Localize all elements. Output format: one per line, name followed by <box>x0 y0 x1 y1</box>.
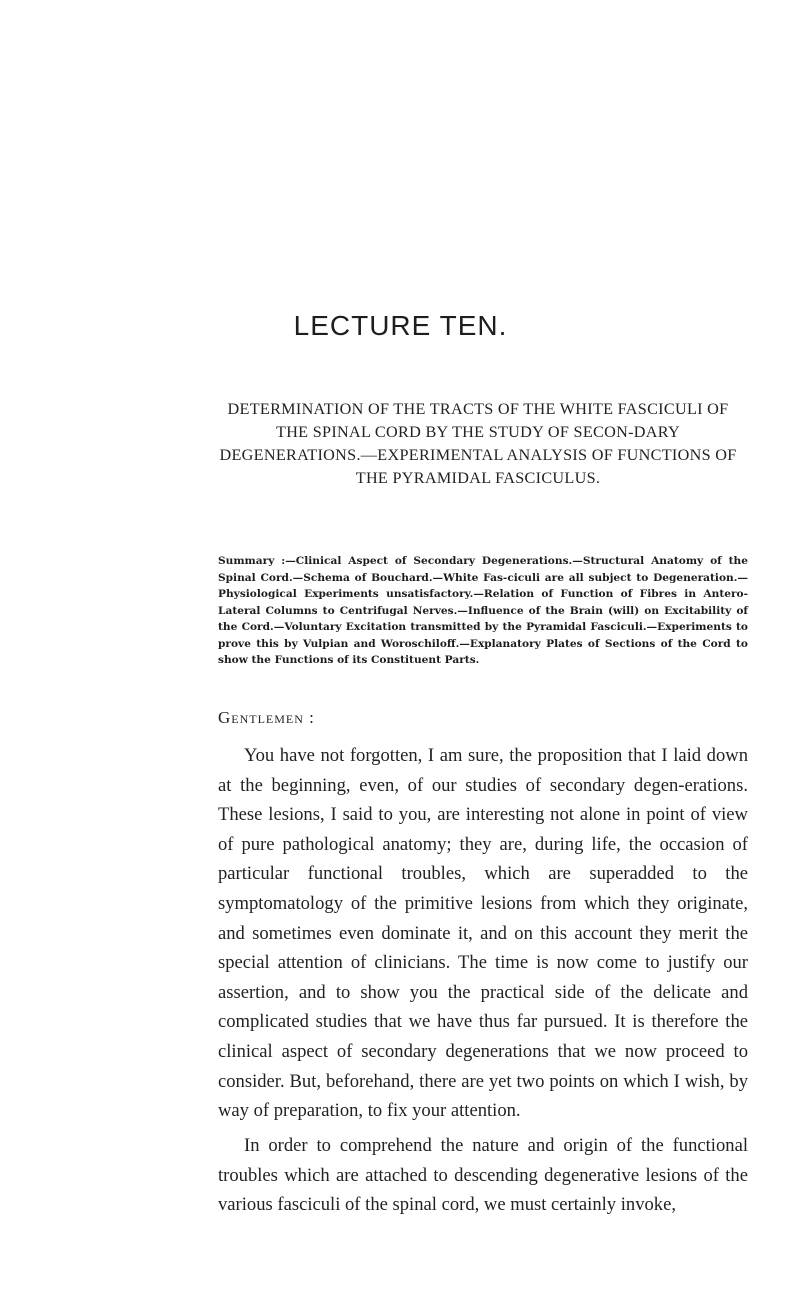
body-paragraph: In order to comprehend the nature and origin of the functional troubles which are attached to descending degenerative lesions of the various fasciculi of the spinal cord, we must certainly invoke, <box>218 1135 748 1216</box>
lecture-title: LECTURE TEN. <box>293 310 508 341</box>
lecture-summary: Summary :—Clinical Aspect of Secondary Degenerations.—Structural Anatomy of the Spinal Cord.—Schema of Bouchard.—White Fas-ciculi are all subject to Degeneration.—Physiological Experiments unsatisfactory.—Relation of Function of Fibres in Antero-Lateral Columns to Centrifugal Nerves.—Influence of the Brain (will) on Excitability of the Cord.—Voluntary Excitation transmitted by the Pyramidal Fasciculi.—Experiments to prove this by Vulpian and Woroschiloff.—Explanatory Plates of Sections of the Cord to show the Functions of its Constituent Parts. <box>218 555 748 666</box>
body-paragraph: You have not forgotten, I am sure, the proposition that I laid down at the beginning, even, of our studies of secondary degen-erations. These lesions, I said to you, are interesting not alone in point of view of pure pathological anatomy; they are, during life, the occasion of particular functional troubles, which are superadded to the symptomatology of the primitive lesions from which they originate, and sometimes even dominate it, and on this account they merit the special attention of clinicians. The time is now come to justify our assertion, and to show you the practical side of the delicate and complicated studies that we have thus far pursued. It is therefore the clinical aspect of secondary degenerations that we now proceed to consider. But, beforehand, there are yet two points on which I wish, by way of preparation, to fix your attention. <box>218 745 748 1122</box>
chapter-heading: DETERMINATION OF THE TRACTS OF THE WHITE FASCICULI OF THE SPINAL CORD BY THE STUDY OF SECON-DARY DEGENERATIONS.—EXPERIMENTAL ANALYSIS OF FUNCTIONS OF THE PYRAMIDAL FASCICULUS. <box>219 400 737 487</box>
salutation: Gentlemen : <box>218 708 315 727</box>
